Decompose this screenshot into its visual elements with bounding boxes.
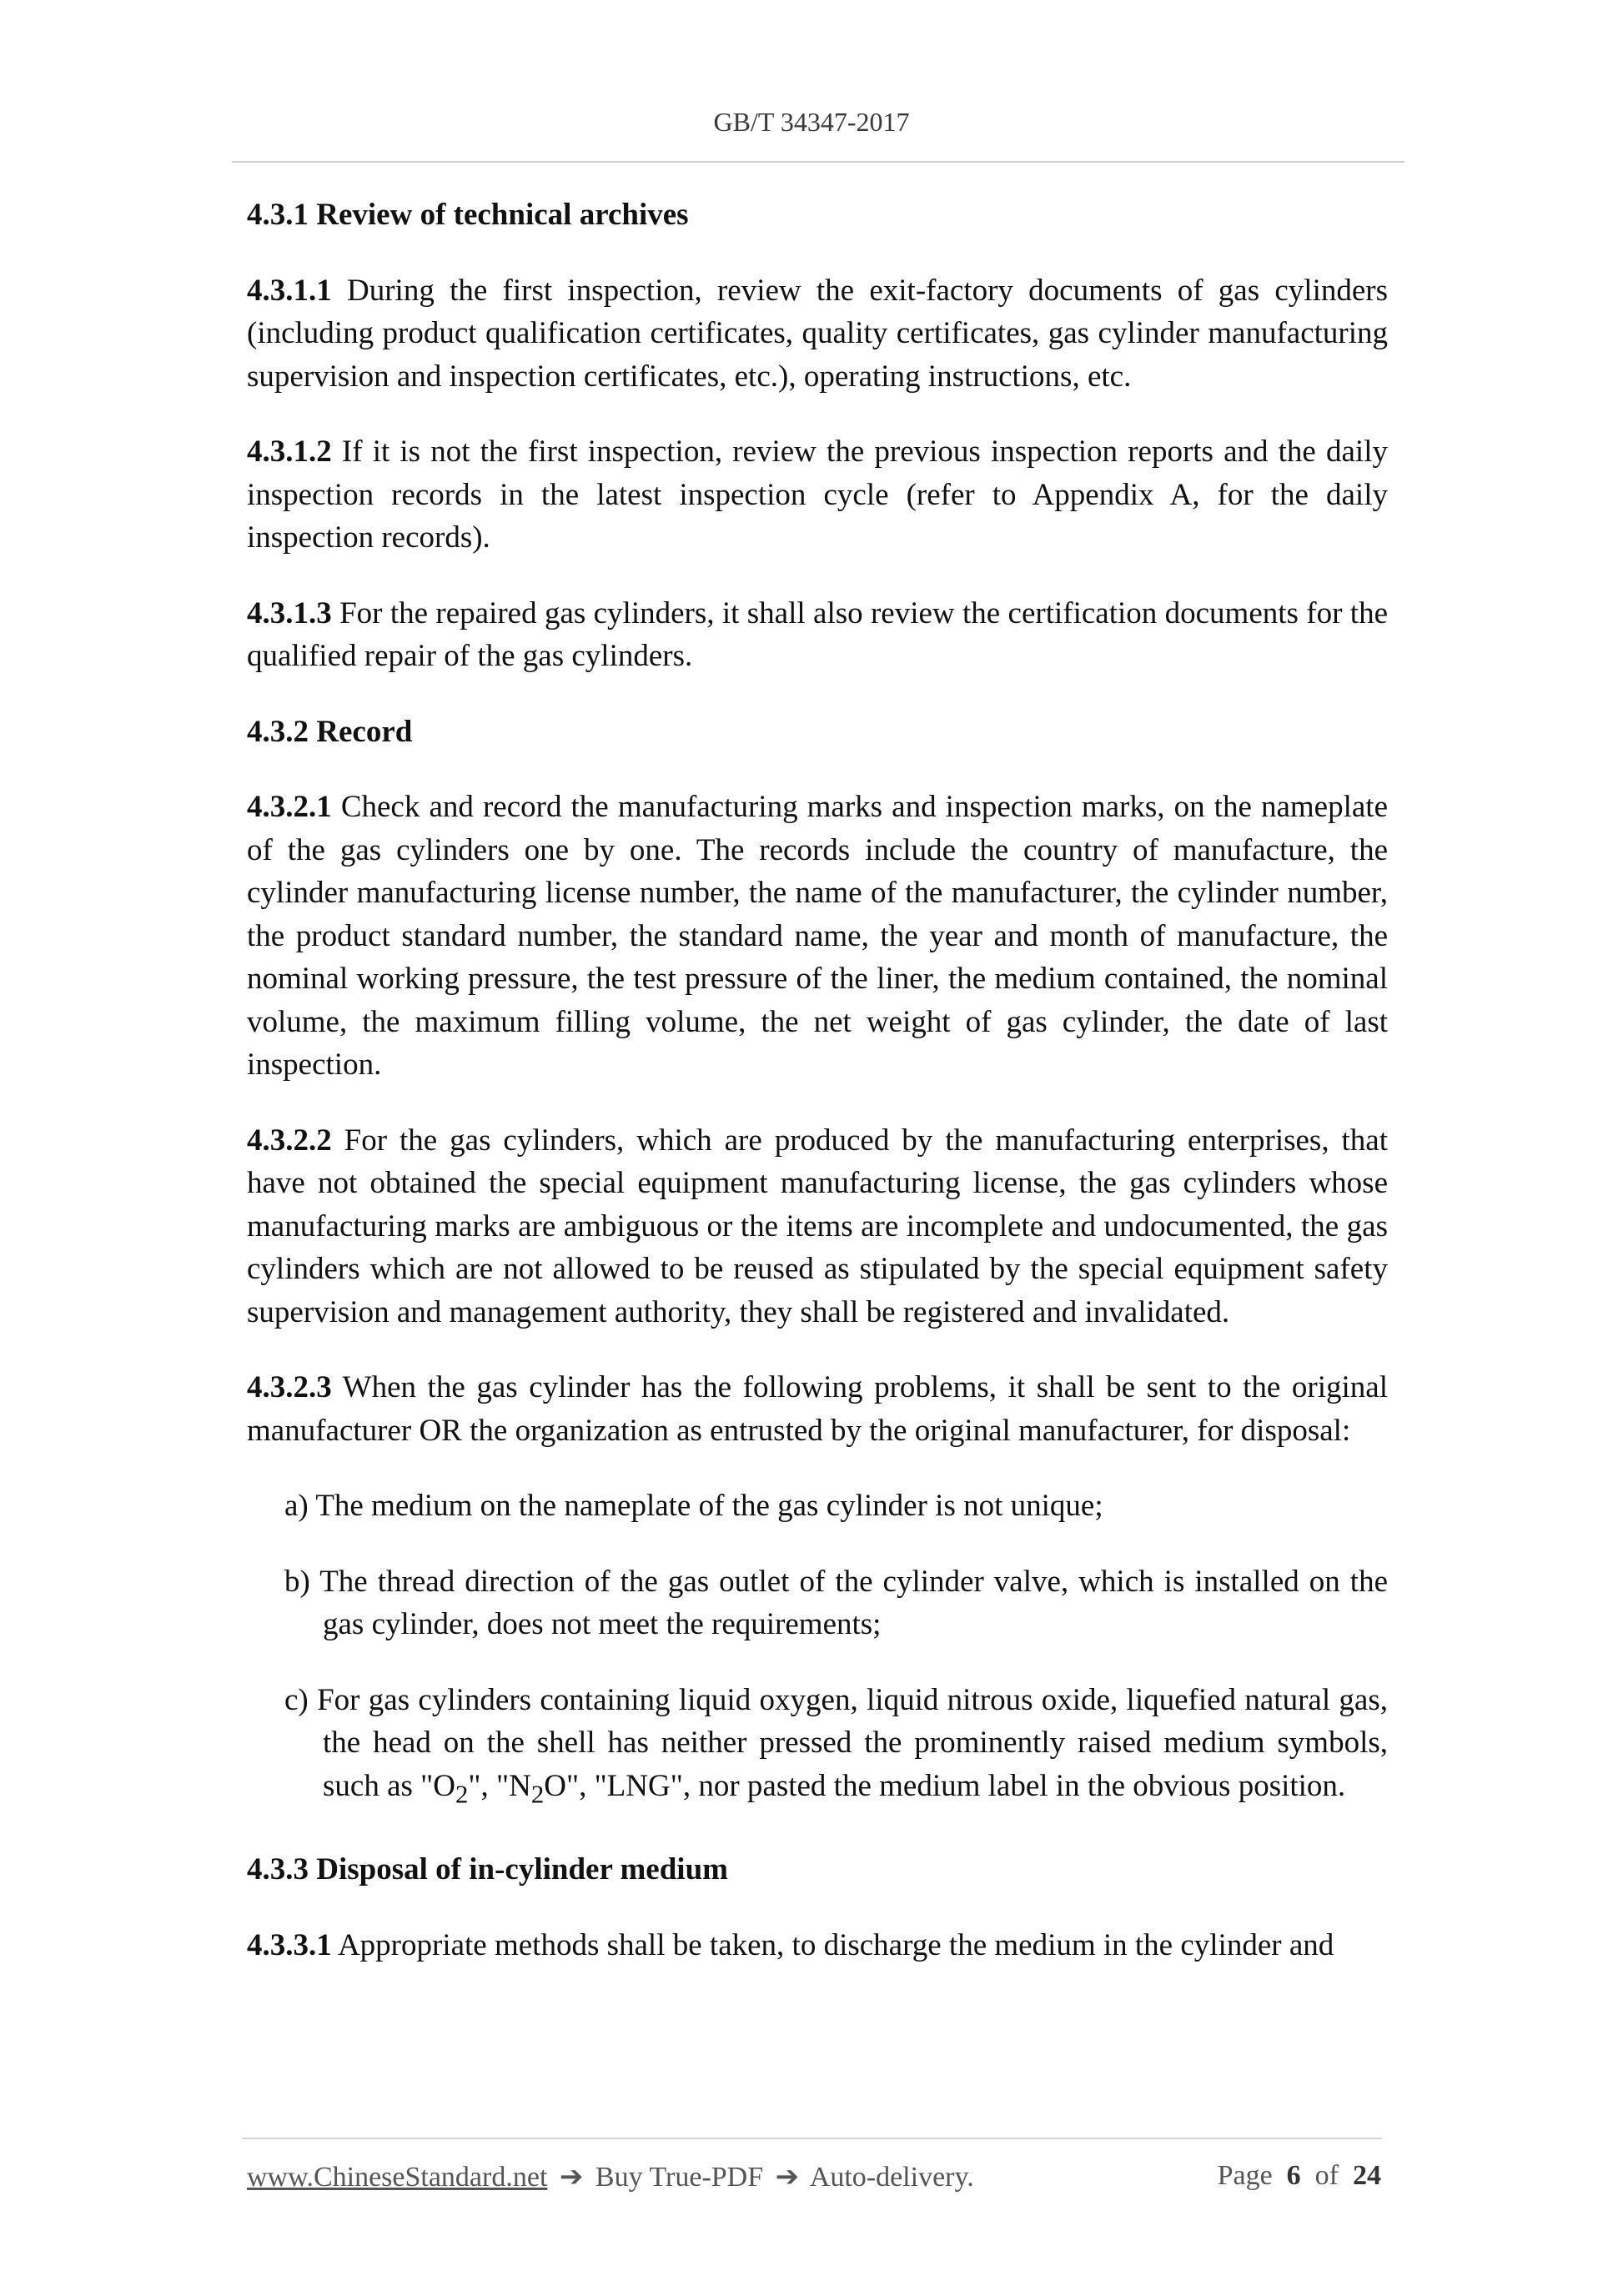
- document-body: [247, 193, 1388, 1999]
- paragraph-4-3-2-1: [247, 786, 1388, 1087]
- section-heading-4-3-1: 4.3.1 Review of technical archives: [247, 198, 689, 232]
- paragraph-4-3-2-3: [247, 1366, 1388, 1452]
- clause-text: If it is not the first inspection, review the previous inspection reports and the daily inspection records in the latest inspection cycle (refer to Appendix A, for the daily inspection records).: [247, 435, 1388, 555]
- of-label: of: [1314, 2160, 1339, 2191]
- paragraph-4-3-3-1: [247, 1924, 1388, 1967]
- list-item-text: ", "N: [468, 1768, 531, 1803]
- paragraph-4-3-2-2: [247, 1119, 1388, 1334]
- clause-text: During the first inspection, review the exit-factory documents of gas cylinders (including product qualification certificates, quality certificates, gas cylinder manufacturing supervision and inspection certificates, etc.), operating instructions, etc.: [247, 273, 1388, 394]
- clause-number: 4.3.2.3: [247, 1370, 332, 1404]
- list-marker: b): [284, 1564, 310, 1599]
- clause-text: For the gas cylinders, which are produced by the manufacturing enterprises, that have not obtained the special equipment manufacturing license, the gas cylinders whose manufacturing marks are ambiguous or the items are incomplete and undocumented, the gas cylinders which are not allowed to be reused as stipulated by the special equipment safety supervision and management authority, they shall be registered and invalidated.: [247, 1123, 1388, 1329]
- clause-number: 4.3.1.1: [247, 273, 332, 308]
- clause-text: For the repaired gas cylinders, it shall also review the certification documents for the qualified repair of the gas cylinders.: [247, 595, 1388, 673]
- clause-number: 4.3.2.1: [247, 790, 332, 824]
- list-item-c: [284, 1679, 1388, 1816]
- list-item-a: [284, 1485, 1388, 1528]
- paragraph-4-3-1-1: [247, 269, 1388, 399]
- clause-number: 4.3.1.3: [247, 595, 332, 631]
- list-item-text: The thread direction of the gas outlet of the cylinder valve, which is installed on the gas cylinder, does not meet the requirements;: [309, 1564, 1388, 1641]
- page-indicator: [1218, 2160, 1381, 2192]
- auto-delivery-text: Auto-delivery.: [809, 2162, 974, 2193]
- paragraph-4-3-1-2: [247, 430, 1388, 560]
- document-header-title: GB/T 34347-2017: [713, 107, 910, 137]
- section-heading-4-3-3: 4.3.3 Disposal of in-cylinder medium: [247, 1852, 728, 1887]
- page-label: Page: [1217, 2160, 1273, 2191]
- list-item-text: For gas cylinders containing liquid oxygen, liquid nitrous oxide, liquefied natural gas, the head on the shell has neither pressed the prominently raised medium symbols, such as "O: [308, 1682, 1388, 1803]
- clause-text: Check and record the manufacturing marks and inspection marks, on the nameplate of the gas cylinders one by one. The records include the country of manufacture, the cylinder manufacturing license number, the name of the manufacturer, the cylinder number, the product standard number, the standard name, the year and month of manufacture, the nominal working pressure, the test pressure of the liner, the medium contained, the nominal volume, the maximum filling volume, the net weight of gas cylinder, the date of last inspection.: [247, 790, 1388, 1082]
- buy-true-pdf-text: Buy True-PDF: [595, 2162, 764, 2193]
- list-item-b: [284, 1560, 1388, 1646]
- clause-text: When the gas cylinder has the following problems, it shall be sent to the original manufacturer OR the organization as entrusted by the original manufacturer, for disposal:: [247, 1370, 1388, 1448]
- clause-text: Appropriate methods shall be taken, to discharge the medium in the cylinder and: [331, 1927, 1334, 1962]
- right-arrow-icon: ➔: [559, 2162, 584, 2193]
- list-marker: c): [284, 1682, 309, 1717]
- clause-number: 4.3.3.1: [247, 1927, 332, 1962]
- footer-left: [247, 2160, 974, 2193]
- header-divider: [232, 161, 1404, 163]
- clause-number: 4.3.2.2: [247, 1123, 332, 1158]
- list-item-text: The medium on the nameplate of the gas cylinder is not unique;: [308, 1489, 1103, 1523]
- footer-divider: [242, 2138, 1382, 2139]
- total-pages: 24: [1353, 2160, 1381, 2191]
- clause-number: 4.3.1.2: [247, 435, 332, 469]
- right-arrow-icon: ➔: [775, 2162, 800, 2193]
- website-link[interactable]: www.ChineseStandard.net: [247, 2162, 548, 2193]
- list-marker: a): [284, 1489, 309, 1523]
- page-number: 6: [1286, 2160, 1301, 2191]
- subscript: 2: [530, 1779, 545, 1808]
- subscript: 2: [455, 1779, 469, 1808]
- section-heading-4-3-2: 4.3.2 Record: [247, 714, 413, 749]
- list-item-text: O", "LNG", nor pasted the medium label in the obvious position.: [544, 1768, 1346, 1803]
- paragraph-4-3-1-3: [247, 592, 1388, 678]
